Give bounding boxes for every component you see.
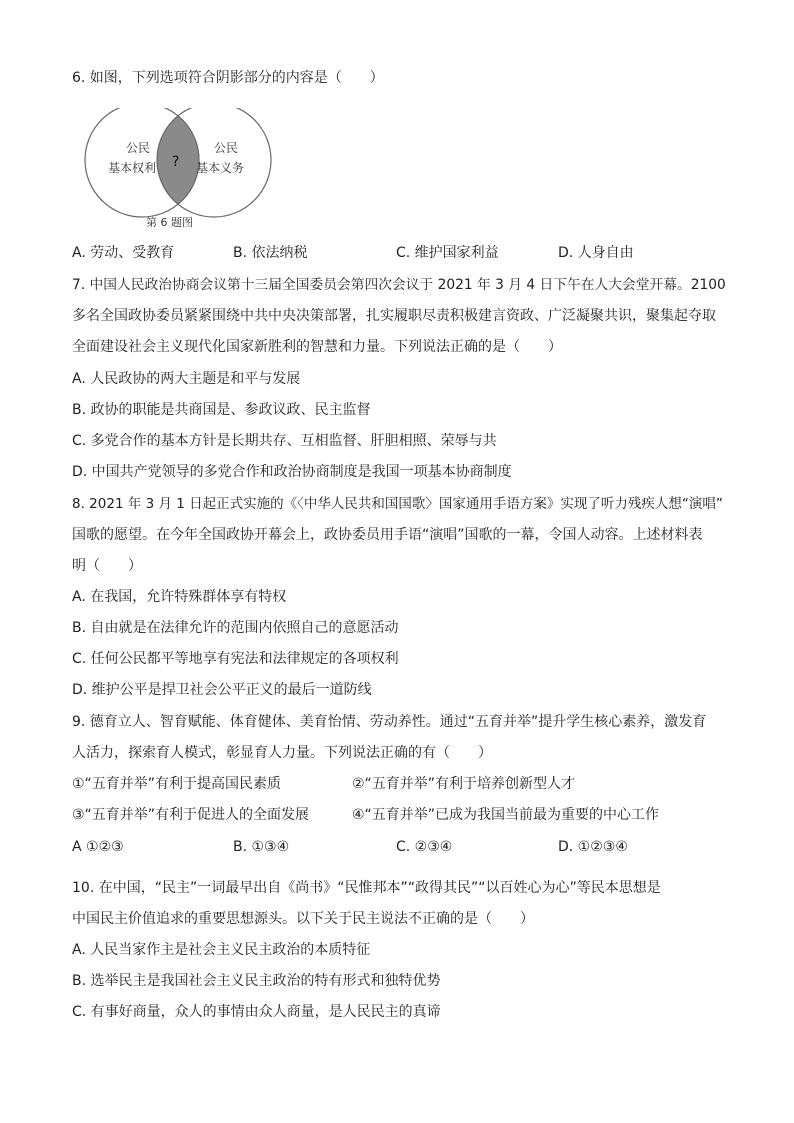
q8-stem-line-3: 明（ ） xyxy=(72,558,142,574)
q8-option-d[interactable]: D. 维护公平是捍卫社会公平正义的最后一道防线 xyxy=(72,682,372,698)
left-label-2: 基本权利 xyxy=(108,161,157,175)
q9-stem-line-1: 9. 德育立人、智育赋能、体育健体、美育怡情、劳动养性。通过“五育并举”提升学生核心素养，激发育 xyxy=(72,714,707,730)
q9-option-a[interactable]: A ①②③ xyxy=(72,839,124,855)
q9-option-b[interactable]: B. ①③④ xyxy=(233,839,290,855)
q10-stem-line-1: 10. 在中国，“民主”一词最早出自《尚书》“民惟邦本”“政得其民”“以百姓心为心”等民本思想是 xyxy=(72,880,661,896)
q9-option-c[interactable]: C. ②③④ xyxy=(396,839,453,855)
q8-stem-line-2: 国歌的愿望。在今年全国政协开幕会上，政协委员用手语“演唱”国歌的一幕，令国人动容。上述材料表 xyxy=(72,527,703,543)
q7-option-d[interactable]: D. 中国共产党领导的多党合作和政治协商制度是我国一项基本协商制度 xyxy=(72,464,512,480)
right-label-1: 公民 xyxy=(214,141,239,155)
q6-option-d[interactable]: D. 人身自由 xyxy=(558,245,634,261)
q6-stem: 6. 如图，下列选项符合阴影部分的内容是（ ） xyxy=(72,70,384,86)
q6-option-c[interactable]: C. 维护国家利益 xyxy=(396,245,499,261)
q8-option-a[interactable]: A. 在我国，允许特殊群体享有特权 xyxy=(72,589,287,605)
q6-option-a[interactable]: A. 劳动、受教育 xyxy=(72,245,175,261)
q6-option-b[interactable]: B. 依法纳税 xyxy=(233,245,308,261)
q7-option-a[interactable]: A. 人民政协的两大主题是和平与发展 xyxy=(72,371,301,387)
overlap-question-mark: ? xyxy=(172,154,180,170)
q9-statement-3: ③“五育并举”有利于促进人的全面发展 xyxy=(72,807,310,823)
figure-caption: 第 6 题图 xyxy=(146,216,193,229)
q10-option-a[interactable]: A. 人民当家作主是社会主义民主政治的本质特征 xyxy=(72,942,371,958)
q9-statements-row-2 xyxy=(72,805,732,825)
q9-stem-line-2: 人活力，探索育人模式，彰显育人力量。下列说法正确的有（ ） xyxy=(72,745,492,761)
q7-stem-line-3: 全面建设社会主义现代化国家新胜利的智慧和力量。下列说法正确的是（ ） xyxy=(72,339,562,355)
q10-stem-line-2: 中国民主价值追求的重要思想源头。以下关于民主说法不正确的是（ ） xyxy=(72,911,534,927)
q10-option-c[interactable]: C. 有事好商量，众人的事情由众人商量，是人民民主的真谛 xyxy=(72,1004,441,1020)
q10-option-b[interactable]: B. 选举民主是我国社会主义民主政治的特有形式和独特优势 xyxy=(72,973,441,989)
q7-option-c[interactable]: C. 多党合作的基本方针是长期共存、互相监督、肝胆相照、荣辱与共 xyxy=(72,433,497,449)
q7-stem-line-1: 7. 中国人民政治协商会议第十三届全国委员会第四次会议于 2021 年 3 月 4 日下午在人大会堂开幕。2100 xyxy=(72,277,726,293)
q8-option-b[interactable]: B. 自由就是在法律允许的范围内依照自己的意愿活动 xyxy=(72,620,399,636)
q9-statement-2: ②“五育并举”有利于培养创新型人才 xyxy=(352,776,576,792)
right-label-2: 基本义务 xyxy=(196,161,245,175)
q7-option-b[interactable]: B. 政协的职能是共商国是、参政议政、民主监督 xyxy=(72,402,371,418)
q8-option-c[interactable]: C. 任何公民都平等地享有宪法和法律规定的各项权利 xyxy=(72,651,399,667)
q9-statements-row-1 xyxy=(72,774,732,794)
q9-option-d[interactable]: D. ①②③④ xyxy=(558,839,628,855)
q9-options xyxy=(72,837,732,857)
q7-stem-line-2: 多名全国政协委员紧紧围绕中共中央决策部署，扎实履职尽责积极建言资政、广泛凝聚共识，聚集起夺取 xyxy=(72,308,716,324)
q9-statement-1: ①“五育并举”有利于提高国民素质 xyxy=(72,776,282,792)
q9-statement-4: ④“五育并举”已成为我国当前最为重要的中心工作 xyxy=(352,807,660,823)
q6-options xyxy=(72,243,732,263)
q6-venn-diagram xyxy=(78,108,278,230)
left-label-1: 公民 xyxy=(126,141,151,155)
q8-stem-line-1: 8. 2021 年 3 月 1 日起正式实施的《〈中华人民共和国国歌〉国家通用手语方案》实现了听力残疾人想“演唱” xyxy=(72,496,723,512)
